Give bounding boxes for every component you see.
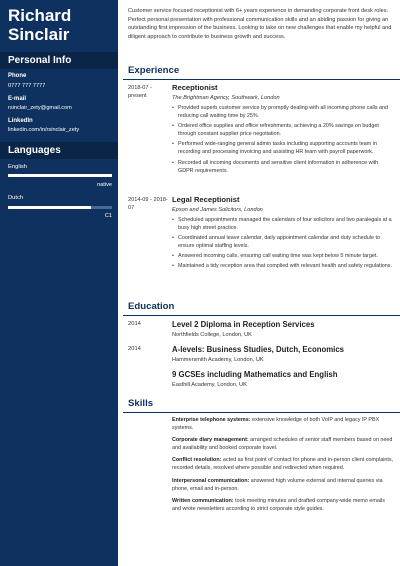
job-bullet: • Ordered office supplies and office refreshments, achieving a 20% savings on budget through constant supplier price negotiation.	[172, 122, 394, 138]
section-divider	[123, 79, 400, 80]
education-school: Hammersmith Academy, London, UK	[172, 357, 264, 363]
skill-name: Enterprise telephone systems:	[172, 417, 251, 423]
job-bullet: • Maintained a tidy reception area that complied with relevant health and safety regulations.	[172, 262, 394, 270]
language-level: native	[97, 182, 112, 188]
job-title: Legal Receptionist	[172, 195, 240, 204]
job-company: The Brightman Agency, Southwark, London	[172, 95, 280, 101]
language-level-fill	[8, 174, 112, 177]
education-date: 2014	[128, 346, 141, 352]
main-content	[118, 0, 400, 566]
skills-heading: Skills	[128, 398, 154, 409]
profile-summary: Customer service focused receptionist with 6+ years experience in demanding corporate front desk roles. Perfect personal presentation with professional communication skills and an abiding passion for giving an outstanding first impression of the business. Looking to take on new challenges that enable my helpful and diligent approach to contribute to business growth and success.	[128, 8, 392, 40]
language-level-fill	[8, 206, 91, 209]
education-title: 9 GCSEs including Mathematics and English	[172, 370, 338, 379]
skill-item	[172, 416, 394, 432]
email-value[interactable]: rsinclair_zety@gmail.com	[8, 105, 72, 111]
skill-item	[172, 436, 394, 452]
linkedin-label: LinkedIn	[8, 118, 33, 124]
sidebar	[0, 0, 118, 566]
skill-item	[172, 497, 394, 513]
skill-item	[172, 456, 394, 472]
language-name: Dutch	[8, 195, 24, 201]
skills-list	[172, 416, 394, 517]
education-title: A-levels: Business Studies, Dutch, Economics	[172, 345, 345, 354]
job-company: Epson and James Solicitors, London	[172, 207, 263, 213]
job-bullet: • Provided superb customer service by promptly dealing with all incoming phone calls and reducing call waiting time by 25%.	[172, 104, 394, 120]
education-school: Northfields College, London, UK	[172, 332, 252, 338]
job-bullet: • Performed wide-ranging general admin tasks including supporting accounts team in recording and processing invoicing and assisting HR team with payroll paperwork.	[172, 140, 394, 156]
last-name: Sinclair	[8, 25, 70, 44]
job-title: Receptionist	[172, 83, 218, 92]
job-bullet: • Answered incoming calls, ensuring call waiting time was kept below 5 minute target.	[172, 252, 394, 260]
education-heading: Education	[128, 301, 175, 312]
skill-description: acted as first point of contact for phone and in-person client complaints, recorded details, resolved where possible and redirected when required.	[172, 457, 394, 472]
phone-label: Phone	[8, 73, 27, 79]
language-level: C1	[104, 213, 112, 219]
experience-heading: Experience	[128, 65, 180, 76]
languages-heading: Languages	[0, 142, 118, 159]
skill-description: answered high volume external and internal queries via phone, email and in-person.	[172, 477, 383, 492]
job-bullet: • Recorded all incoming documents and sensitive client information in adherence with GDPR requirements.	[172, 159, 394, 175]
personal-info-heading: Personal Info	[0, 52, 118, 69]
job-date: 2018-07 - present	[128, 85, 152, 99]
skill-item	[172, 477, 394, 493]
job-bullet: • Scheduled appointments managed the calendars of four solicitors and two paralegals at a busy high street practice.	[172, 216, 394, 232]
education-date: 2014	[128, 321, 141, 327]
education-title: Level 2 Diploma in Reception Services	[172, 320, 315, 329]
job-bullets	[172, 216, 394, 273]
language-level-bar	[8, 206, 112, 209]
linkedin-value[interactable]: linkedin.com/in/rsinclair_zety	[8, 127, 80, 133]
skill-description: took meeting minutes and drafted company-wide memo emails and wrote newsletters according to strict corporate style guides.	[172, 497, 385, 512]
language-name: English	[8, 164, 28, 170]
section-divider	[123, 412, 400, 413]
section-divider	[123, 315, 400, 316]
phone-value: 0777 777 7777	[8, 83, 46, 89]
language-level-bar	[8, 174, 112, 177]
email-label: E-mail	[8, 96, 27, 102]
skill-name: Written communication:	[172, 497, 234, 504]
skill-name: Interpersonal communication:	[172, 477, 250, 484]
job-date: 2014-09 - 2018-07	[128, 197, 168, 211]
skill-description: arranged schedules of senior staff members based on need and availability and booked corporate travel.	[172, 437, 393, 452]
skill-name: Conflict resolution:	[172, 457, 222, 464]
job-bullets	[172, 104, 394, 177]
skill-name: Corporate diary management:	[172, 437, 249, 444]
candidate-name	[8, 6, 71, 44]
first-name: Richard	[8, 6, 72, 25]
job-bullet: • Coordinated annual leave calendar, daily appointment calendar and duty schedule to ensure optimal staffing levels.	[172, 234, 394, 250]
skill-description: extensive knowledge of both VoIP and legacy IP PBX systems.	[172, 417, 380, 432]
education-school: Easthill Academy, London, UK	[172, 382, 247, 388]
